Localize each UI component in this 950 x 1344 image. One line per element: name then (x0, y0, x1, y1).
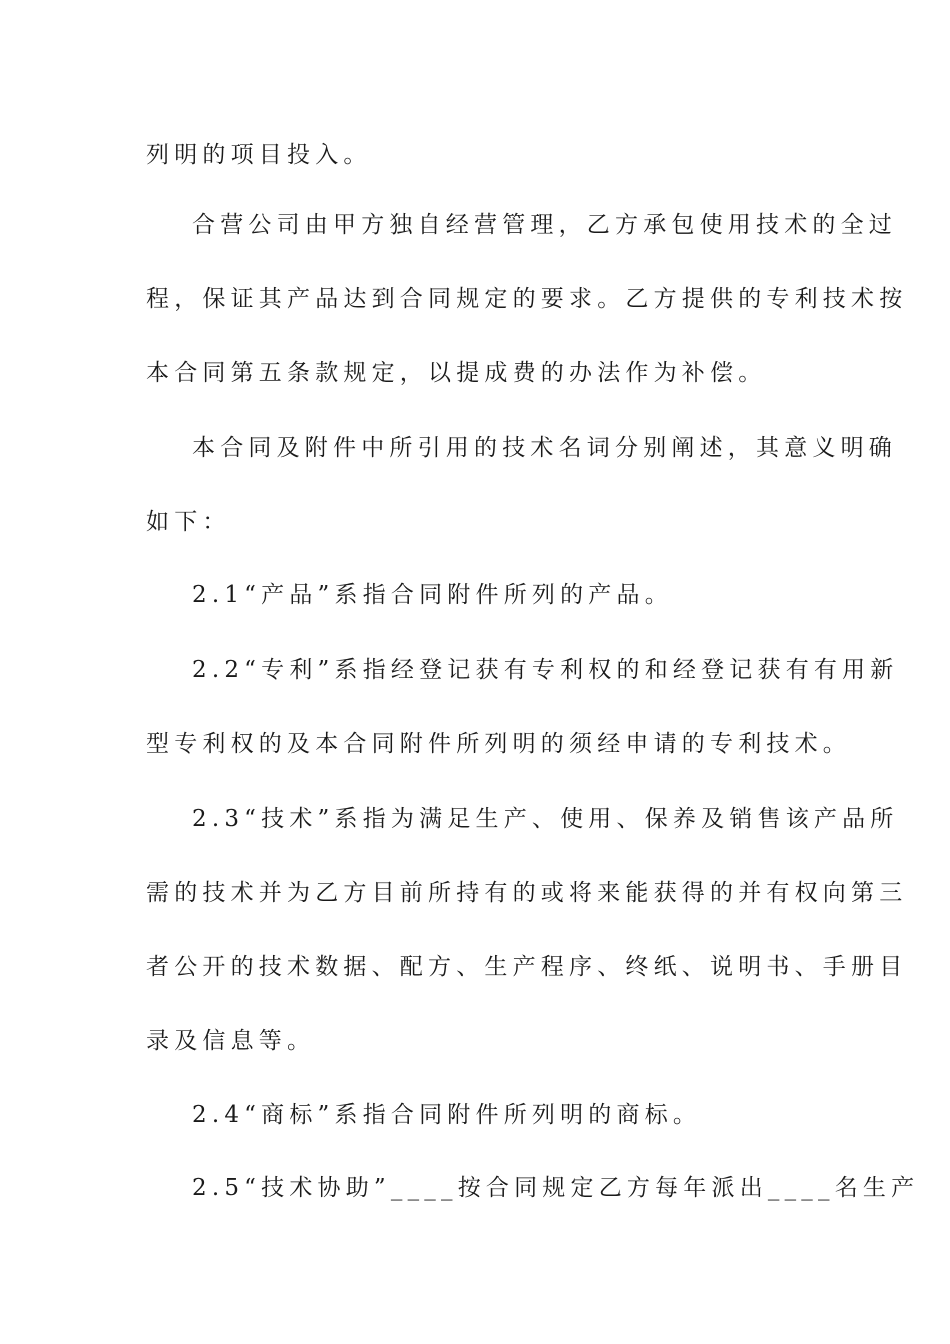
paragraph-management-line-2: 程，保证其产品达到合同规定的要求。乙方提供的专利技术按 (146, 286, 908, 312)
paragraph-terms-line-1: 本合同及附件中所引用的技术名词分别阐述，其意义明确 (192, 435, 897, 461)
clause-2-3-line-4: 录及信息等。 (146, 1028, 316, 1054)
text-line-1: 列明的项目投入。 (146, 142, 372, 168)
clause-2-5-line-1: 2.5“技术协助”____按合同规定乙方每年派出____名生产 (192, 1175, 920, 1201)
paragraph-terms-line-2: 如下： (146, 509, 231, 535)
clause-2-3-line-1: 2.3“技术”系指为满足生产、使用、保养及销售该产品所 (192, 806, 899, 832)
clause-2-1: 2.1“产品”系指合同附件所列的产品。 (192, 582, 673, 608)
clause-2-3-line-3: 者公开的技术数据、配方、生产程序、终纸、说明书、手册目 (146, 954, 908, 980)
clause-2-2-line-2: 型专利权的及本合同附件所列明的须经申请的专利技术。 (146, 731, 851, 757)
clause-2-3-line-2: 需的技术并为乙方目前所持有的或将来能获得的并有权向第三 (146, 880, 908, 906)
paragraph-management-line-3: 本合同第五条款规定，以提成费的办法作为补偿。 (146, 360, 767, 386)
clause-2-4: 2.4“商标”系指合同附件所列明的商标。 (192, 1102, 702, 1128)
clause-2-2-line-1: 2.2“专利”系指经登记获有专利权的和经登记获有有用新 (192, 657, 899, 683)
paragraph-management-line-1: 合营公司由甲方独自经营管理，乙方承包使用技术的全过 (192, 212, 897, 238)
